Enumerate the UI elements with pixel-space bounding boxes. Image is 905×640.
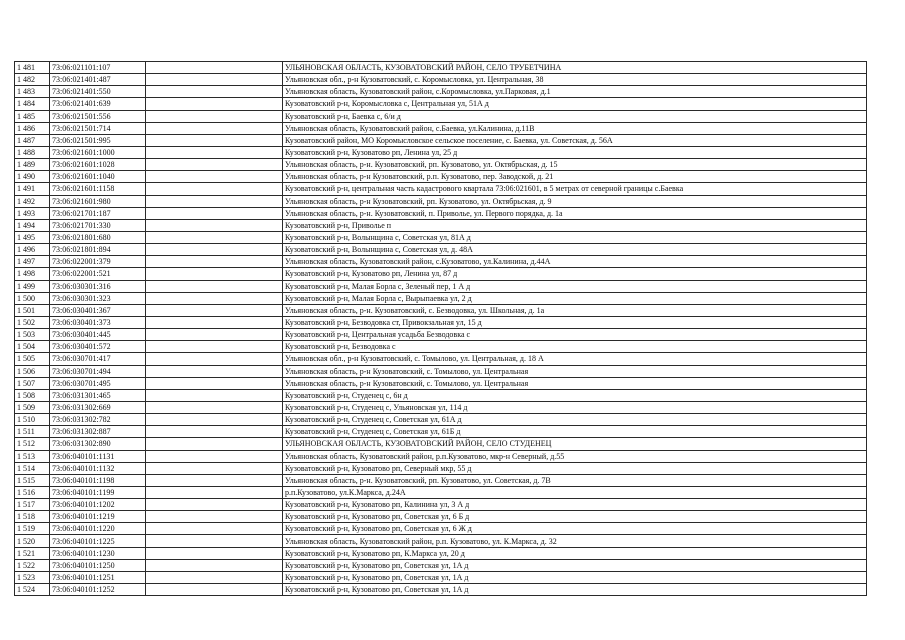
cadastral-number-cell: 73:06:030401:572 — [50, 341, 146, 353]
cadastral-number-cell: 73:06:021701:330 — [50, 219, 146, 231]
table-row — [15, 341, 867, 353]
table-row — [15, 389, 867, 401]
address-cell: Ульяновская область, р-н Кузоватовский, р.п. Кузоватово, пер. Заводской, д. 21 — [283, 171, 867, 183]
row-number-cell: 1 484 — [15, 98, 50, 110]
row-number-cell: 1 513 — [15, 450, 50, 462]
empty-cell — [146, 219, 283, 231]
table-row — [15, 535, 867, 547]
table-row — [15, 207, 867, 219]
address-cell: Кузоватовский р-н, Кузоватово рп, Советская ул, 6 Ж д — [283, 523, 867, 535]
cadastral-number-cell: 73:06:030701:494 — [50, 365, 146, 377]
empty-cell — [146, 256, 283, 268]
empty-cell — [146, 474, 283, 486]
address-cell: Ульяновская область, р-н. Кузоватовский, с. Безводовка, ул. Школьная, д. 1а — [283, 304, 867, 316]
row-number-cell: 1 498 — [15, 268, 50, 280]
address-cell: Кузоватовский р-н, Студенец с, Ульяновская ул, 114 д — [283, 401, 867, 413]
row-number-cell: 1 514 — [15, 462, 50, 474]
table-row — [15, 268, 867, 280]
row-number-cell: 1 516 — [15, 486, 50, 498]
cadastral-number-cell: 73:06:040101:1132 — [50, 462, 146, 474]
cadastral-number-cell: 73:06:021401:487 — [50, 74, 146, 86]
row-number-cell: 1 485 — [15, 110, 50, 122]
address-cell: Кузоватовский р-н, Приволье п — [283, 219, 867, 231]
cadastral-number-cell: 73:06:040101:1220 — [50, 523, 146, 535]
table-row — [15, 414, 867, 426]
cadastral-number-cell: 73:06:021501:714 — [50, 122, 146, 134]
row-number-cell: 1 502 — [15, 316, 50, 328]
address-cell: Кузоватовский р-н, центральная часть кадастрового квартала 73:06:021601, в 5 метрах от северной границы с.Баевка — [283, 183, 867, 195]
empty-cell — [146, 74, 283, 86]
empty-cell — [146, 462, 283, 474]
empty-cell — [146, 559, 283, 571]
row-number-cell: 1 519 — [15, 523, 50, 535]
empty-cell — [146, 450, 283, 462]
empty-cell — [146, 134, 283, 146]
empty-cell — [146, 231, 283, 243]
row-number-cell: 1 492 — [15, 195, 50, 207]
cadastral-number-cell: 73:06:040101:1219 — [50, 511, 146, 523]
table-row — [15, 146, 867, 158]
cadastral-number-cell: 73:06:021601:1158 — [50, 183, 146, 195]
address-cell: Ульяновская область, р-н Кузоватовский, рп. Кузоватово, ул. Октябрьская, д. 9 — [283, 195, 867, 207]
empty-cell — [146, 183, 283, 195]
cadastral-number-cell: 73:06:021601:1040 — [50, 171, 146, 183]
address-cell: Ульяновская обл., р-н Кузоватовский, с. Коромысловка, ул. Центральная, 38 — [283, 74, 867, 86]
address-cell: Кузоватовский р-н, Кузоватово рп, Советская ул, 6 Б д — [283, 511, 867, 523]
address-cell: Кузоватовский р-н, Кузоватово рп, Ленина ул, 87 д — [283, 268, 867, 280]
address-cell: Ульяновская область, Кузоватовский район, р.п. Кузоватово, ул. К.Маркса, д. 32 — [283, 535, 867, 547]
empty-cell — [146, 414, 283, 426]
cadastral-number-cell: 73:06:030301:323 — [50, 292, 146, 304]
cadastral-number-cell: 73:06:030301:316 — [50, 280, 146, 292]
address-cell: Кузоватовский р-н, Кузоватово рп, Северный мкр, 55 д — [283, 462, 867, 474]
empty-cell — [146, 207, 283, 219]
table-row — [15, 547, 867, 559]
address-cell: Кузоватовский р-н, Кузоватово рп, К.Маркса ул, 20 д — [283, 547, 867, 559]
address-cell: Ульяновская область, р-н. Кузоватовский, п. Приволье, ул. Первого порядка, д. 1а — [283, 207, 867, 219]
row-number-cell: 1 486 — [15, 122, 50, 134]
empty-cell — [146, 353, 283, 365]
address-cell: Кузоватовский р-н, Кузоватово рп, Советская ул, 1А д — [283, 559, 867, 571]
cadastral-number-cell: 73:06:021101:107 — [50, 62, 146, 74]
address-cell: УЛЬЯНОВСКАЯ ОБЛАСТЬ, КУЗОВАТОВСКИЙ РАЙОН, СЕЛО ТРУБЕТЧИНА — [283, 62, 867, 74]
cadastral-number-cell: 73:06:031301:465 — [50, 389, 146, 401]
address-cell: Ульяновская область, Кузоватовский район, с.Баевка, ул.Калинина, д.11В — [283, 122, 867, 134]
table-row — [15, 280, 867, 292]
empty-cell — [146, 426, 283, 438]
table-row — [15, 426, 867, 438]
cadastral-number-cell: 73:06:040101:1230 — [50, 547, 146, 559]
address-cell: р.п.Кузоватово, ул.К.Маркса, д.24А — [283, 486, 867, 498]
address-cell: Кузоватовский р-н, Волынщина с, Советская ул, 81А д — [283, 231, 867, 243]
row-number-cell: 1 483 — [15, 86, 50, 98]
cadastral-number-cell: 73:06:040101:1198 — [50, 474, 146, 486]
address-cell: Ульяновская область, р-н Кузоватовский, с. Томылово, ул. Центральная — [283, 377, 867, 389]
table-row — [15, 571, 867, 583]
table-row — [15, 486, 867, 498]
table-row — [15, 159, 867, 171]
table-row — [15, 134, 867, 146]
row-number-cell: 1 495 — [15, 231, 50, 243]
row-number-cell: 1 518 — [15, 511, 50, 523]
empty-cell — [146, 195, 283, 207]
empty-cell — [146, 547, 283, 559]
row-number-cell: 1 515 — [15, 474, 50, 486]
empty-cell — [146, 341, 283, 353]
empty-cell — [146, 98, 283, 110]
table-row — [15, 316, 867, 328]
address-cell: Кузоватовский р-н, Кузоватово рп, Советская ул, 1А д — [283, 571, 867, 583]
address-cell: Кузоватовский р-н, Центральная усадьба Безводовка с — [283, 329, 867, 341]
row-number-cell: 1 497 — [15, 256, 50, 268]
empty-cell — [146, 316, 283, 328]
empty-cell — [146, 523, 283, 535]
cadastral-number-cell: 73:06:030401:445 — [50, 329, 146, 341]
cadastral-number-cell: 73:06:040101:1250 — [50, 559, 146, 571]
table-row — [15, 523, 867, 535]
table-row — [15, 329, 867, 341]
address-cell: Кузоватовский р-н, Кузоватово рп, Калинина ул, 3 А д — [283, 499, 867, 511]
table-row — [15, 438, 867, 450]
address-cell: Кузоватовский р-н, Малая Борла с, Зеленый пер, 1 А д — [283, 280, 867, 292]
empty-cell — [146, 304, 283, 316]
row-number-cell: 1 505 — [15, 353, 50, 365]
row-number-cell: 1 522 — [15, 559, 50, 571]
row-number-cell: 1 507 — [15, 377, 50, 389]
address-cell: Кузоватовский р-н, Малая Борла с, Вырыпаевка ул, 2 д — [283, 292, 867, 304]
row-number-cell: 1 494 — [15, 219, 50, 231]
table-row — [15, 98, 867, 110]
address-cell: Кузоватовский р-н, Кузоватово рп, Советская ул, 1А д — [283, 584, 867, 596]
address-cell: Ульяновская область, Кузоватовский район, с.Коромысловка, ул.Парковая, д.1 — [283, 86, 867, 98]
address-cell: Кузоватовский р-н, Студенец с, Советская ул, 61А д — [283, 414, 867, 426]
table-row — [15, 122, 867, 134]
address-cell: Ульяновская обл., р-н Кузоватовский, с. Томылово, ул. Центральная, д. 18 А — [283, 353, 867, 365]
address-cell: Кузоватовский р-н, Студенец с, 6н д — [283, 389, 867, 401]
table-row — [15, 511, 867, 523]
cadastral-number-cell: 73:06:030701:495 — [50, 377, 146, 389]
cadastral-number-cell: 73:06:021801:894 — [50, 244, 146, 256]
cadastral-number-cell: 73:06:021501:556 — [50, 110, 146, 122]
table-row — [15, 256, 867, 268]
table-row — [15, 377, 867, 389]
table-row — [15, 86, 867, 98]
empty-cell — [146, 171, 283, 183]
cadastral-number-cell: 73:06:031302:887 — [50, 426, 146, 438]
table-row — [15, 353, 867, 365]
empty-cell — [146, 377, 283, 389]
table-row — [15, 401, 867, 413]
row-number-cell: 1 500 — [15, 292, 50, 304]
empty-cell — [146, 280, 283, 292]
cadastral-number-cell: 73:06:040101:1199 — [50, 486, 146, 498]
empty-cell — [146, 159, 283, 171]
empty-cell — [146, 292, 283, 304]
cadastral-number-cell: 73:06:031302:669 — [50, 401, 146, 413]
table-row — [15, 74, 867, 86]
empty-cell — [146, 244, 283, 256]
cadastral-number-cell: 73:06:021401:639 — [50, 98, 146, 110]
row-number-cell: 1 511 — [15, 426, 50, 438]
empty-cell — [146, 438, 283, 450]
table-row — [15, 183, 867, 195]
cadastral-number-cell: 73:06:021401:550 — [50, 86, 146, 98]
row-number-cell: 1 521 — [15, 547, 50, 559]
row-number-cell: 1 503 — [15, 329, 50, 341]
row-number-cell: 1 520 — [15, 535, 50, 547]
address-cell: Кузоватовский р-н, Баевка с, 6/и д — [283, 110, 867, 122]
row-number-cell: 1 523 — [15, 571, 50, 583]
address-cell: Кузоватовский р-н, Безводовка ст, Привокзальная ул, 15 д — [283, 316, 867, 328]
address-cell: Кузоватовский район, МО Коромысловское сельское поселение, с. Баевка, ул. Советская, д. 56А — [283, 134, 867, 146]
cadastral-register-table — [14, 61, 867, 596]
row-number-cell: 1 496 — [15, 244, 50, 256]
table-row — [15, 499, 867, 511]
cadastral-number-cell: 73:06:021601:1028 — [50, 159, 146, 171]
table-row — [15, 62, 867, 74]
cadastral-number-cell: 73:06:022001:521 — [50, 268, 146, 280]
row-number-cell: 1 517 — [15, 499, 50, 511]
empty-cell — [146, 401, 283, 413]
table-row — [15, 110, 867, 122]
address-cell: Кузоватовский р-н, Коромысловка с, Центральная ул, 51А д — [283, 98, 867, 110]
cadastral-number-cell: 73:06:021701:187 — [50, 207, 146, 219]
row-number-cell: 1 488 — [15, 146, 50, 158]
empty-cell — [146, 571, 283, 583]
cadastral-number-cell: 73:06:040101:1251 — [50, 571, 146, 583]
table-row — [15, 195, 867, 207]
cadastral-number-cell: 73:06:030701:417 — [50, 353, 146, 365]
cadastral-number-cell: 73:06:040101:1202 — [50, 499, 146, 511]
cadastral-number-cell: 73:06:030401:367 — [50, 304, 146, 316]
cadastral-number-cell: 73:06:021501:995 — [50, 134, 146, 146]
empty-cell — [146, 486, 283, 498]
cadastral-number-cell: 73:06:040101:1225 — [50, 535, 146, 547]
row-number-cell: 1 491 — [15, 183, 50, 195]
address-cell: Кузоватовский р-н, Волынщина с, Советская ул, д. 48А — [283, 244, 867, 256]
address-cell: Кузоватовский р-н, Кузоватово рп, Ленина ул, 25 д — [283, 146, 867, 158]
empty-cell — [146, 329, 283, 341]
table-row — [15, 462, 867, 474]
empty-cell — [146, 146, 283, 158]
table-row — [15, 304, 867, 316]
row-number-cell: 1 509 — [15, 401, 50, 413]
register-table-body — [15, 62, 867, 596]
table-row — [15, 231, 867, 243]
address-cell: Кузоватовский р-н, Безводовка с — [283, 341, 867, 353]
empty-cell — [146, 584, 283, 596]
empty-cell — [146, 365, 283, 377]
row-number-cell: 1 481 — [15, 62, 50, 74]
row-number-cell: 1 490 — [15, 171, 50, 183]
address-cell: Ульяновская область, р-н. Кузоватовский, рп. Кузоватово, ул. Советская, д. 7В — [283, 474, 867, 486]
row-number-cell: 1 512 — [15, 438, 50, 450]
cadastral-number-cell: 73:06:040101:1252 — [50, 584, 146, 596]
cadastral-number-cell: 73:06:040101:1131 — [50, 450, 146, 462]
empty-cell — [146, 535, 283, 547]
row-number-cell: 1 487 — [15, 134, 50, 146]
empty-cell — [146, 499, 283, 511]
table-row — [15, 584, 867, 596]
cadastral-number-cell: 73:06:031302:890 — [50, 438, 146, 450]
address-cell: УЛЬЯНОВСКАЯ ОБЛАСТЬ, КУЗОВАТОВСКИЙ РАЙОН, СЕЛО СТУДЕНЕЦ — [283, 438, 867, 450]
address-cell: Ульяновская область, Кузоватовский район, р.п.Кузоватово, мкр-н Северный, д.55 — [283, 450, 867, 462]
empty-cell — [146, 62, 283, 74]
row-number-cell: 1 499 — [15, 280, 50, 292]
row-number-cell: 1 524 — [15, 584, 50, 596]
table-row — [15, 219, 867, 231]
table-row — [15, 244, 867, 256]
empty-cell — [146, 389, 283, 401]
address-cell: Ульяновская область, р-н Кузоватовский, с. Томылово, ул. Центральная — [283, 365, 867, 377]
cadastral-number-cell: 73:06:021601:980 — [50, 195, 146, 207]
cadastral-number-cell: 73:06:022001:379 — [50, 256, 146, 268]
address-cell: Ульяновская область, р-н. Кузоватовский, рп. Кузоватово, ул. Октябрьская, д. 15 — [283, 159, 867, 171]
address-cell: Кузоватовский р-н, Студенец с, Советская ул, 61Б д — [283, 426, 867, 438]
table-row — [15, 450, 867, 462]
row-number-cell: 1 510 — [15, 414, 50, 426]
cadastral-number-cell: 73:06:031302:782 — [50, 414, 146, 426]
empty-cell — [146, 122, 283, 134]
row-number-cell: 1 489 — [15, 159, 50, 171]
row-number-cell: 1 482 — [15, 74, 50, 86]
table-row — [15, 292, 867, 304]
address-cell: Ульяновская область, Кузоватовский район, с.Кузоватово, ул.Калинина, д.44А — [283, 256, 867, 268]
row-number-cell: 1 506 — [15, 365, 50, 377]
empty-cell — [146, 268, 283, 280]
empty-cell — [146, 110, 283, 122]
table-row — [15, 365, 867, 377]
table-row — [15, 474, 867, 486]
row-number-cell: 1 504 — [15, 341, 50, 353]
cadastral-number-cell: 73:06:021801:680 — [50, 231, 146, 243]
row-number-cell: 1 508 — [15, 389, 50, 401]
empty-cell — [146, 86, 283, 98]
table-row — [15, 559, 867, 571]
cadastral-number-cell: 73:06:030401:373 — [50, 316, 146, 328]
row-number-cell: 1 501 — [15, 304, 50, 316]
empty-cell — [146, 511, 283, 523]
row-number-cell: 1 493 — [15, 207, 50, 219]
cadastral-number-cell: 73:06:021601:1000 — [50, 146, 146, 158]
table-row — [15, 171, 867, 183]
